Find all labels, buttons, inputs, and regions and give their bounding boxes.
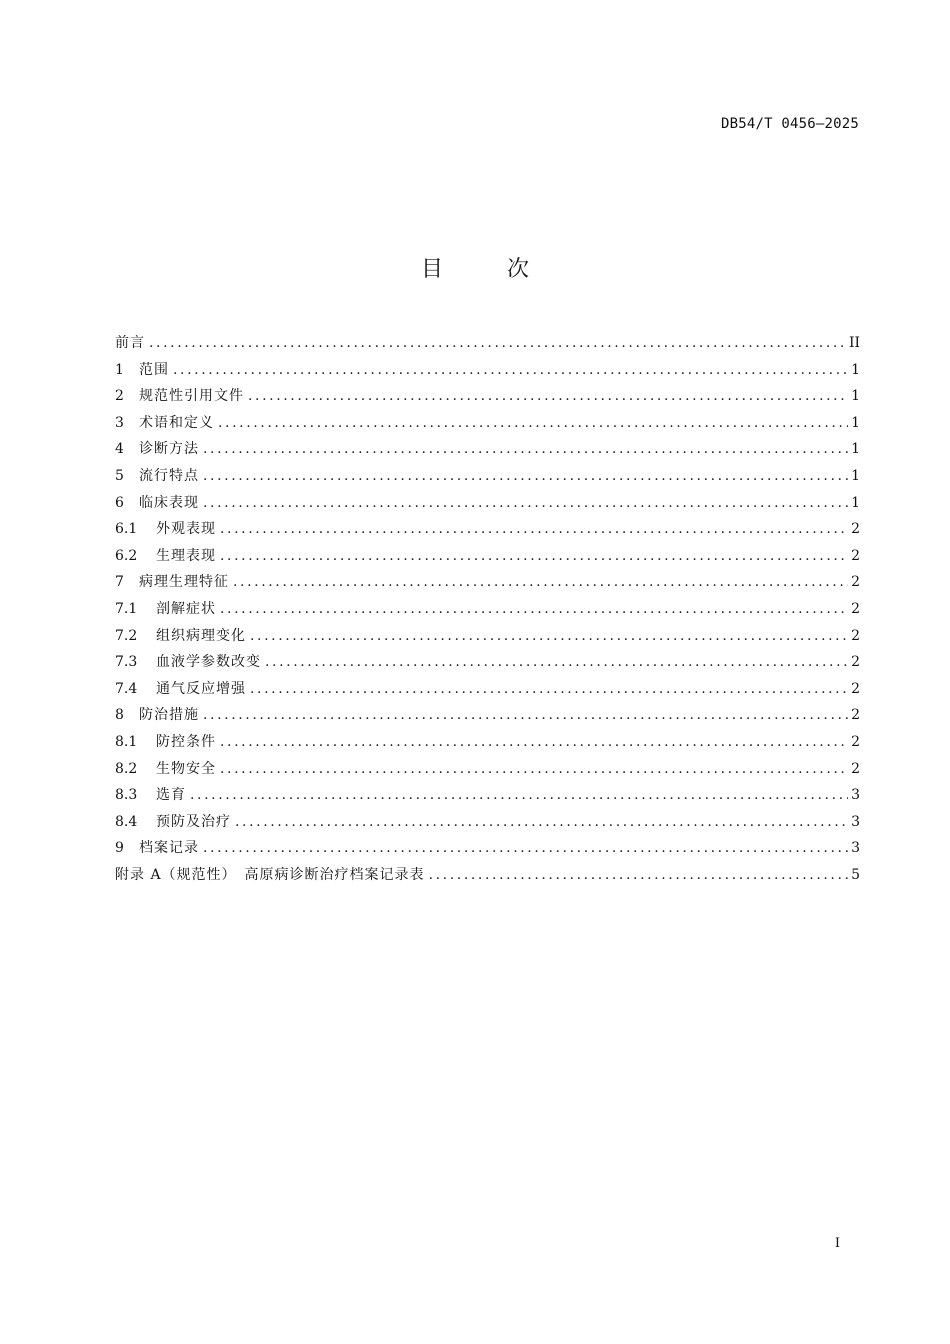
toc-leader-dots [149,330,846,357]
toc-entry-number: 7.2 [115,627,138,644]
toc-entry-label: 诊断方法 [139,441,199,458]
toc-entry[interactable] [115,756,860,783]
toc-entry[interactable] [115,862,860,889]
toc-entry-number: 8.1 [115,733,138,750]
toc-entry-label: 组织病理变化 [156,627,246,644]
toc-entry-label: 前言 [115,335,145,351]
toc-entry-page: 1 [851,494,860,511]
toc-entry[interactable] [115,490,860,517]
toc-leader-dots [265,649,848,676]
toc-leader-dots [220,596,848,623]
toc-entry-number: 9 [115,840,124,857]
toc-leader-dots [203,702,848,729]
toc-entry-label: 血液学参数改变 [156,654,261,671]
toc-entry-page: 1 [851,441,860,458]
toc-entry-label: 流行特点 [139,467,199,484]
toc-entry-page: II [848,335,860,351]
toc-entry-page: 1 [851,388,860,405]
toc-entry-page: 3 [851,787,860,804]
toc-entry-number: 2 [115,388,124,405]
toc-entry-label: 通气反应增强 [156,680,246,697]
toc-entry-label: 剖解症状 [156,600,216,617]
toc-entry-number: 7.3 [115,654,138,671]
toc-entry-number: 6 [115,494,124,511]
toc-leader-dots [250,623,848,650]
toc-entry-number: 8 [115,707,124,724]
toc-entry[interactable] [115,835,860,862]
toc-entry-label: 选育 [156,787,186,804]
toc-entry-label: 防控条件 [156,733,216,750]
toc-leader-dots [190,782,848,809]
toc-entry-label: 病理生理特征 [139,574,229,591]
toc-leader-dots [203,436,848,463]
toc-entry-page: 2 [851,547,860,564]
toc-entry-label: 外观表现 [156,521,216,538]
toc-entry-page: 1 [851,361,860,378]
toc-entry-label: 规范性引用文件 [139,388,244,405]
document-code: DB54/T 0456—2025 [720,116,859,132]
toc-entry-page: 2 [851,574,860,591]
page-number: I [834,1236,840,1251]
toc-leader-dots [248,383,848,410]
toc-entry-label: 预防及治疗 [156,813,231,830]
toc-entry-label: 术语和定义 [139,414,214,431]
toc-entry[interactable] [115,543,860,570]
toc-entry[interactable] [115,516,860,543]
toc-entry-number: 3 [115,414,124,431]
toc-entry-number: 5 [115,467,124,484]
toc-leader-dots [203,490,848,517]
toc-title: 目次 [420,257,593,282]
toc-entry[interactable] [115,596,860,623]
toc-entry-number: 7.1 [115,600,138,617]
toc-entry-label: 档案记录 [139,840,199,857]
toc-entry[interactable] [115,357,860,384]
toc-entry-number: 1 [115,361,124,378]
toc-entry-label: 范围 [139,361,169,378]
table-of-contents [115,330,860,888]
toc-leader-dots [233,569,848,596]
toc-entry-page: 1 [851,414,860,431]
toc-entry[interactable] [115,410,860,437]
toc-entry[interactable] [115,702,860,729]
toc-leader-dots [203,463,848,490]
toc-entry[interactable] [115,649,860,676]
toc-entry[interactable] [115,330,860,357]
toc-entry-number: 6.1 [115,521,138,538]
toc-entry-page: 2 [851,654,860,671]
toc-entry[interactable] [115,623,860,650]
toc-leader-dots [235,809,848,836]
toc-entry[interactable] [115,463,860,490]
toc-leader-dots [220,729,848,756]
toc-entry-label: 防治措施 [139,707,199,724]
toc-entry-label: 生物安全 [156,760,216,777]
toc-leader-dots [220,543,848,570]
toc-leader-dots [220,756,848,783]
toc-leader-dots [429,862,849,889]
toc-entry-number: 6.2 [115,547,138,564]
toc-entry[interactable] [115,729,860,756]
toc-leader-dots [220,516,848,543]
toc-entry-page: 1 [851,467,860,484]
toc-entry[interactable] [115,676,860,703]
toc-entry-page: 2 [851,680,860,697]
toc-entry-page: 5 [851,866,860,883]
toc-entry[interactable] [115,782,860,809]
toc-entry-number: 4 [115,441,124,458]
toc-entry-number: 8.2 [115,760,138,777]
toc-entry-page: 2 [851,627,860,644]
toc-entry-page: 3 [851,813,860,830]
toc-leader-dots [218,410,848,437]
toc-entry-page: 2 [851,733,860,750]
toc-entry-page: 2 [851,760,860,777]
toc-entry-number: 7.4 [115,680,138,697]
toc-entry-page: 2 [851,521,860,538]
toc-entry-label: 生理表现 [156,547,216,564]
toc-entry-page: 2 [851,600,860,617]
toc-entry-page: 3 [851,840,860,857]
toc-entry-number: 8.3 [115,787,138,804]
toc-entry-label: 临床表现 [139,494,199,511]
toc-entry[interactable] [115,809,860,836]
toc-entry-page: 2 [851,707,860,724]
toc-entry-label: 附录 A（规范性） 高原病诊断治疗档案记录表 [115,866,425,883]
toc-leader-dots [203,835,848,862]
toc-leader-dots [173,357,848,384]
toc-entry[interactable] [115,383,860,410]
toc-entry[interactable] [115,436,860,463]
toc-entry-number: 7 [115,574,124,591]
toc-entry[interactable] [115,569,860,596]
toc-leader-dots [250,676,848,703]
toc-entry-number: 8.4 [115,813,138,830]
